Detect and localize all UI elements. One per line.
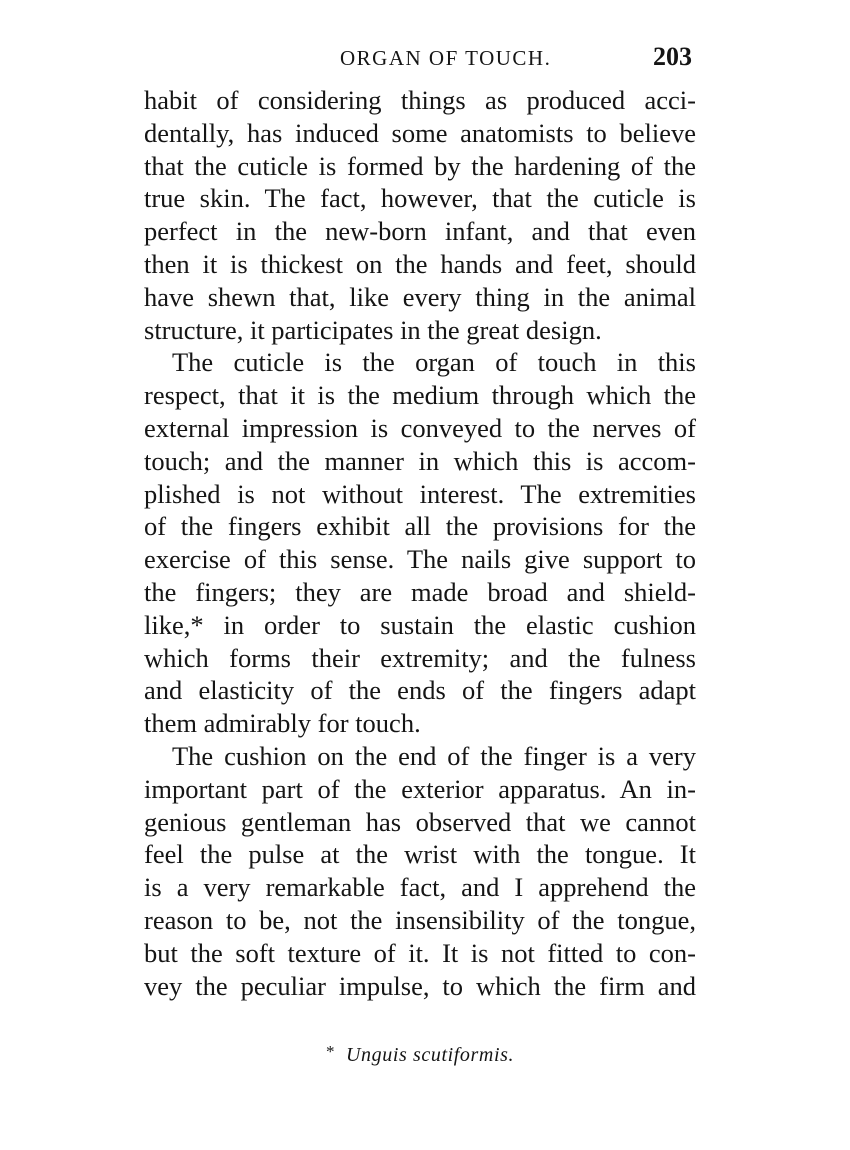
text-line: structure, it participates in the great design. xyxy=(144,314,602,345)
text-line: external impression is conveyed to the nerves of xyxy=(144,412,696,443)
text-line: touch; and the manner in which this is accom- xyxy=(144,445,696,476)
text-line: respect, that it is the medium through which the xyxy=(144,380,696,411)
footnote-marker: * xyxy=(326,1042,335,1061)
text-line: dentally, has induced some anatomists to believe xyxy=(144,117,696,148)
text-line: them admirably for touch. xyxy=(144,708,421,739)
text-line: perfect in the new-born infant, and that even xyxy=(144,216,696,247)
text-line: and elasticity of the ends of the fingers adapt xyxy=(144,675,696,706)
text-line: reason to be, not the insensibility of the tongue, xyxy=(144,904,696,935)
text-line: then it is thickest on the hands and feet, should xyxy=(144,248,696,279)
text-line: like,* in order to sustain the elastic cushion xyxy=(144,609,696,640)
text-line: important part of the exterior apparatus. An in- xyxy=(144,773,696,804)
footnote-text: Unguis scutiformis. xyxy=(346,1044,515,1066)
text-line: have shewn that, like every thing in the animal xyxy=(144,281,696,312)
text-line: vey the peculiar impulse, to which the firm and xyxy=(144,970,696,1001)
text-line: feel the pulse at the wrist with the tongue. It xyxy=(144,839,696,870)
running-head xyxy=(0,42,850,74)
text-line: of the fingers exhibit all the provisions for the xyxy=(144,511,696,542)
text-line: is a very remarkable fact, and I apprehend the xyxy=(144,872,696,903)
body-text xyxy=(144,84,696,1002)
text-line: but the soft texture of it. It is not fitted to con- xyxy=(144,937,696,968)
running-title: ORGAN OF TOUCH. xyxy=(340,46,552,70)
text-line: plished is not without interest. The extremities xyxy=(144,478,696,509)
footnote xyxy=(0,1042,850,1072)
paragraph-first-line: The cushion on the end of the finger is a very xyxy=(172,740,696,771)
page-number: 203 xyxy=(653,42,692,71)
text-line: true skin. The fact, however, that the cuticle is xyxy=(144,183,696,214)
text-line: exercise of this sense. The nails give support to xyxy=(144,544,696,575)
text-line: that the cuticle is formed by the hardening of the xyxy=(144,150,696,181)
text-line: genious gentleman has observed that we cannot xyxy=(144,806,696,837)
text-line: the fingers; they are made broad and shield- xyxy=(144,576,696,607)
text-line: habit of considering things as produced acci- xyxy=(144,85,696,115)
paragraph-first-line: The cuticle is the organ of touch in this xyxy=(172,347,696,378)
text-line: which forms their extremity; and the fulness xyxy=(144,642,696,673)
